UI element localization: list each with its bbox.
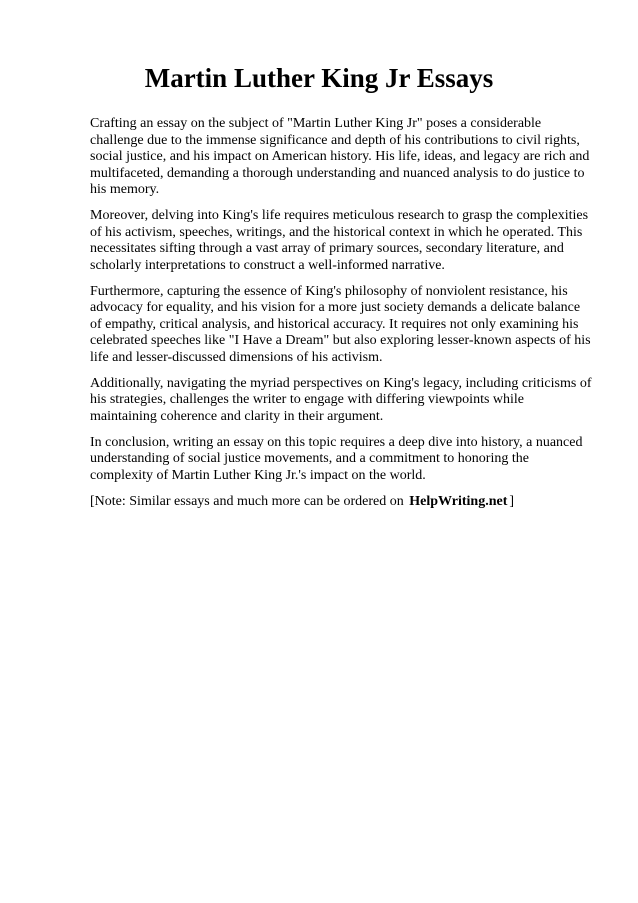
paragraph-intro: Crafting an essay on the subject of "Martin Luther King Jr" poses a considerable challenge due to the immense significance and depth of his contributions to civil rights, social justice, and his impact on American history. His life, ideas, and legacy are rich and multifaceted, demanding a thorough understanding and nuanced analysis to do justice to his memory. [90, 116, 590, 197]
promo-note-brand-link[interactable]: HelpWriting.net [409, 493, 508, 509]
promo-note [90, 494, 594, 511]
promo-note-prefix: [Note: Similar essays and much more can be ordered on [90, 493, 404, 509]
promo-note-suffix: ] [509, 493, 515, 509]
paragraph-perspectives: Additionally, navigating the myriad perspectives on King's legacy, including criticisms of his strategies, challenges the writer to engage with differing viewpoints while maintaining coherence and clarity in their argument. [90, 375, 592, 424]
paragraph-research: Moreover, delving into King's life requires meticulous research to grasp the complexities of his activism, speeches, writings, and the historical context in which he operated. This necessitates sifting through a vast array of primary sources, secondary literature, and scholarly interpretations to construct a well-informed narrative. [90, 208, 589, 273]
paragraph-conclusion: In conclusion, writing an essay on this topic requires a deep dive into history, a nuanced understanding of social justice movements, and a commitment to honoring the complexity of Martin Luther King Jr.'s impact on the world. [90, 434, 583, 483]
paragraph-philosophy: Furthermore, capturing the essence of King's philosophy of nonviolent resistance, his advocacy for equality, and his vision for a more just society demands a delicate balance of empathy, critical analysis, and historical accuracy. It requires not only examining his celebrated speeches like "I Have a Dream" but also exploring lesser-known aspects of his life and lesser-discussed dimensions of his activism. [90, 283, 591, 365]
document-title: Martin Luther King Jr Essays [144, 63, 494, 93]
